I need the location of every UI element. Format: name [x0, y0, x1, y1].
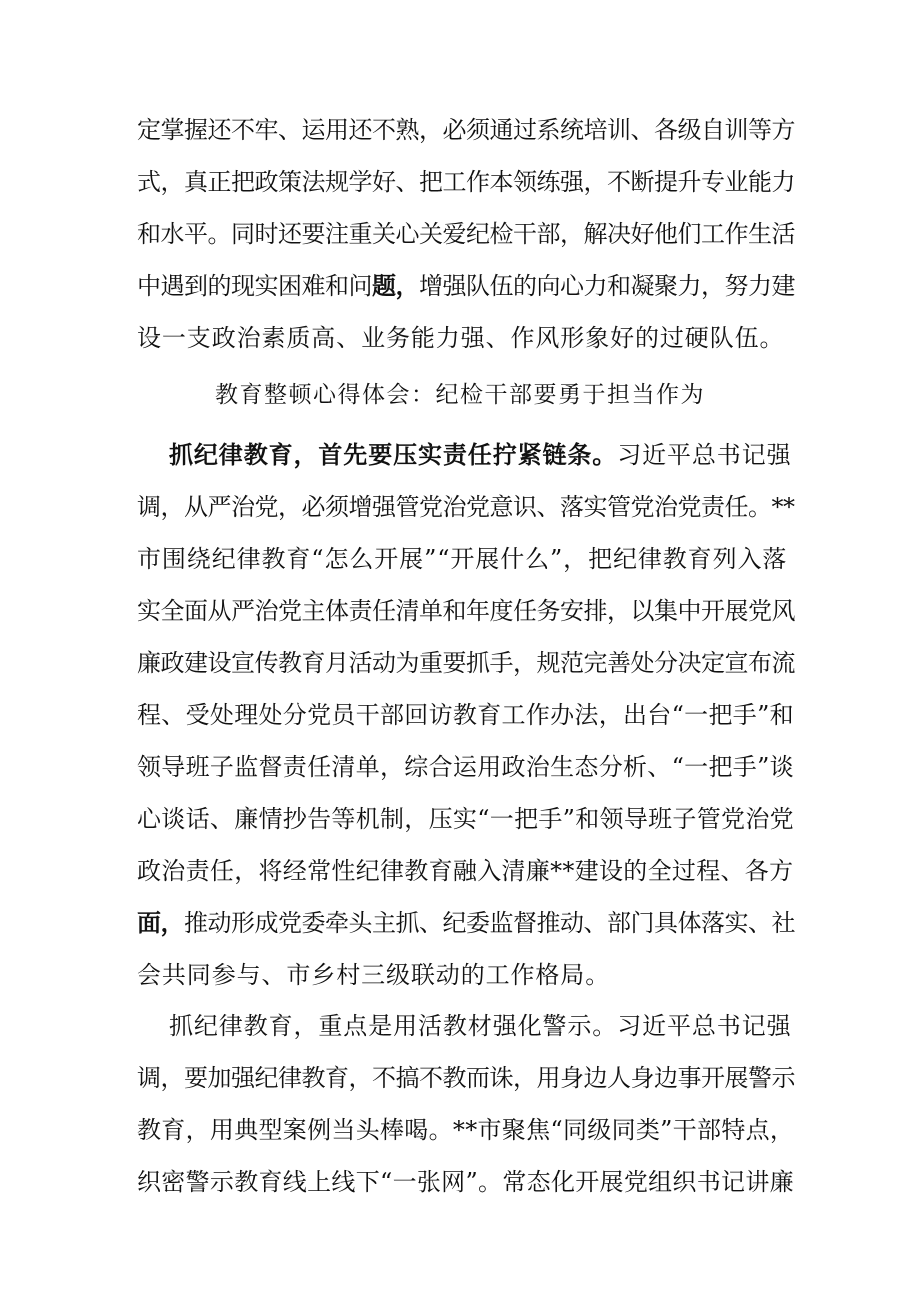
- text-line: 实全面从严治党主体责任清单和年度任务安排，以集中开展党风: [137, 597, 795, 625]
- text-line: 定掌握还不牢、运用还不熟，必须通过系统培训、各级自训等方: [137, 116, 795, 144]
- text-span: 推动形成党委牵头主抓、纪委监督推动、部门具体落实、社: [184, 909, 795, 937]
- continuation-paragraph: [137, 104, 797, 364]
- text-line: 程、受处理处分党员干部回访教育工作办法，出台“一把手”和: [137, 701, 794, 729]
- bold-span: 面，: [137, 908, 184, 937]
- section-title: 教育整顿心得体会：纪检干部要勇于担当作为: [215, 382, 705, 408]
- text-line: 设一支政治素质高、业务能力强、作风形象好的过硬队伍。: [137, 324, 785, 352]
- paragraph-warning-education: [137, 1000, 797, 1208]
- text-line: [137, 897, 797, 949]
- text-line: 式，真正把政策法规学好、把工作本领练强，不断提升专业能力: [137, 168, 795, 196]
- text-span: 中遇到的现实困难和问: [137, 272, 372, 300]
- text-line: 政治责任，将经常性纪律教育融入清廉**建设的全过程、各方: [137, 857, 794, 885]
- text-line: 心谈话、廉情抄告等机制，压实“一把手”和领导班子管党治党: [137, 805, 794, 833]
- bold-span: 题，: [372, 271, 419, 300]
- text-line: 会共同参与、市乡村三级联动的工作格局。: [137, 961, 611, 989]
- text-line: 教育，用典型案例当头棒喝。**市聚焦“同级同类”干部特点，: [137, 1116, 795, 1144]
- paragraph-responsibility: [137, 429, 797, 1001]
- text-line: 领导班子监督责任清单，综合运用政治生态分析、“一把手”谈: [137, 753, 794, 781]
- text-line: 抓纪律教育，重点是用活教材强化警示。习近平总书记强: [169, 1012, 792, 1040]
- text-line: [137, 260, 797, 312]
- lead-sentence: 抓纪律教育，首先要压实责任拧紧链条。: [169, 440, 618, 469]
- text-line: 织密警示教育线上线下“一张网”。常态化开展党组织书记讲廉: [137, 1168, 794, 1196]
- text-line: 廉政建设宣传教育月活动为重要抓手，规范完善处分决定宣布流: [137, 649, 795, 677]
- text-span: 增强队伍的向心力和凝聚力，努力建: [419, 272, 795, 300]
- text-line: [137, 429, 797, 481]
- text-line: 调，从严治党，必须增强管党治党意识、落实管党治党责任。**: [137, 493, 795, 521]
- text-line: 市围绕纪律教育“怎么开展”“开展什么”，把纪律教育列入落: [137, 545, 788, 573]
- text-line: 和水平。同时还要注重关心关爱纪检干部，解决好他们工作生活: [137, 220, 795, 248]
- text-line: 调，要加强纪律教育，不搞不教而诛，用身边人身边事开展警示: [137, 1064, 795, 1092]
- text-span: 习近平总书记强: [617, 441, 792, 469]
